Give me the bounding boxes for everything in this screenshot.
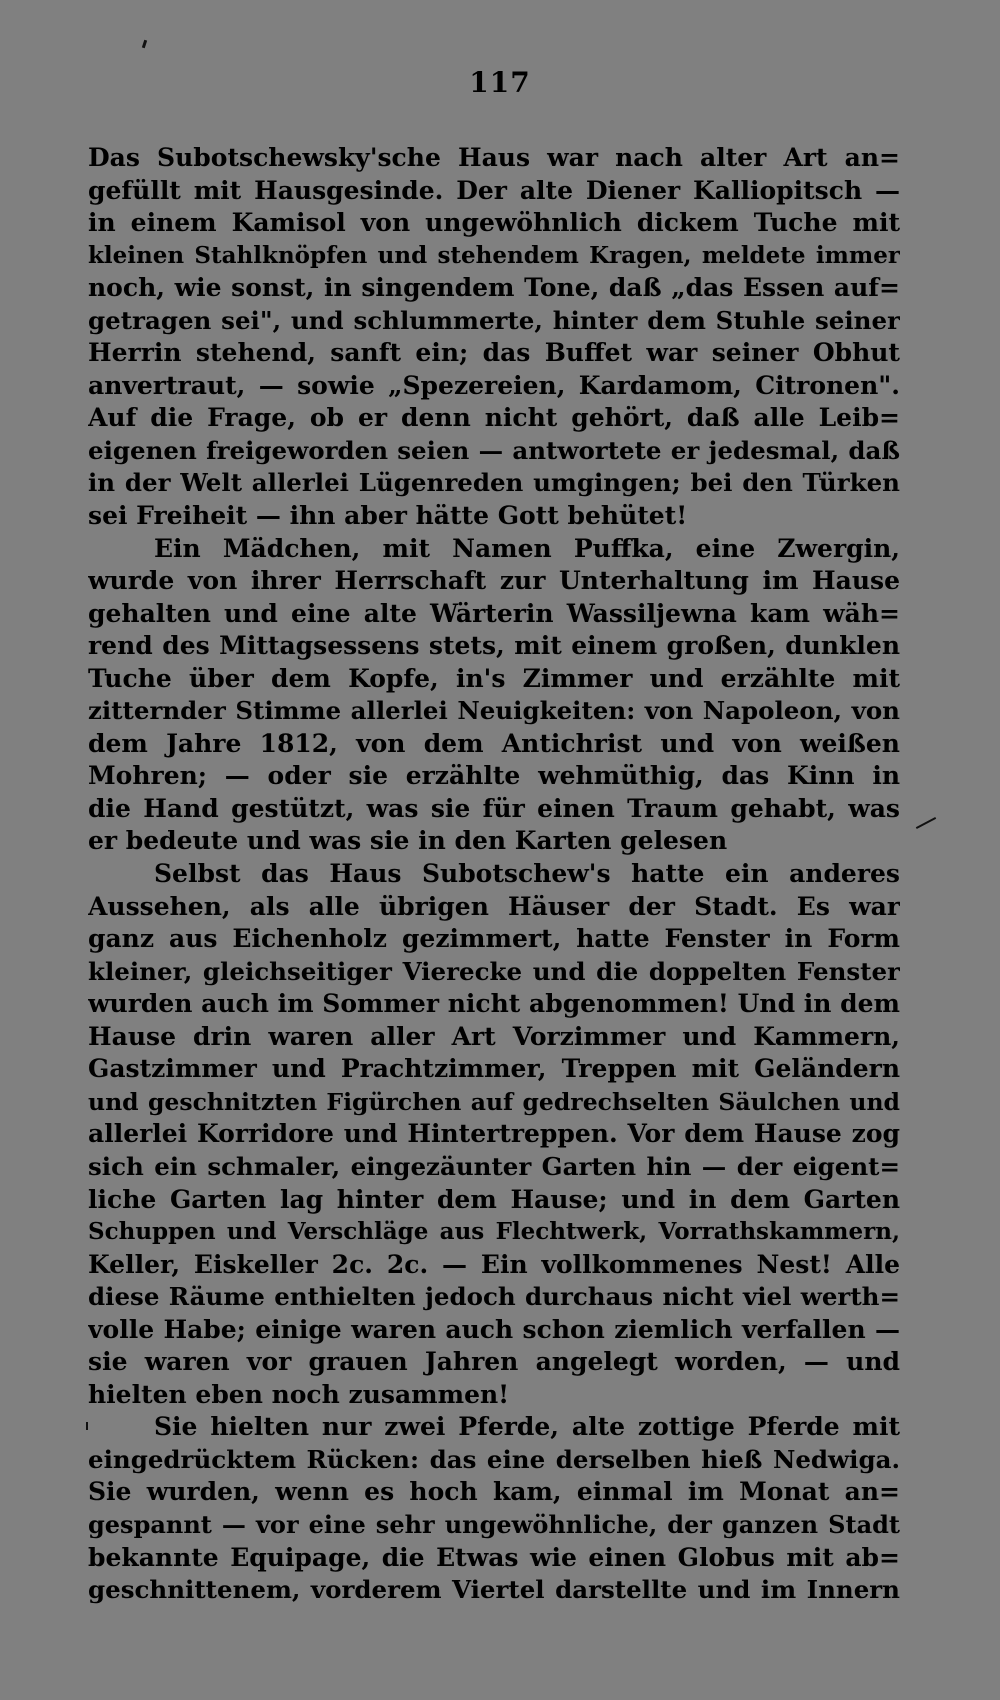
text-line: sie waren vor grauen Jahren angelegt worden, — und bbox=[88, 1347, 900, 1377]
text-line: Auf die Frage, ob er denn nicht gehört, daß alle Leib= bbox=[88, 403, 900, 433]
text-line: Das Subotschewsky'sche Haus war nach alter Art an= bbox=[88, 143, 900, 172]
text-line: Aussehen, als alle übrigen Häuser der Stadt. Es war bbox=[88, 891, 900, 921]
text-line: liche Garten lag hinter dem Hause; und in dem Garten bbox=[88, 1184, 900, 1214]
text-line: gespannt — vor eine sehr ungewöhnliche, der ganzen Stadt bbox=[88, 1509, 900, 1539]
text-line: gehalten und eine alte Wärterin Wassiljewna kam wäh= bbox=[88, 598, 900, 628]
text-line: die Hand gestützt, was sie für einen Traum gehabt, was bbox=[88, 793, 900, 823]
text-line: Tuche über dem Kopfe, in's Zimmer und erzählte mit bbox=[88, 663, 900, 693]
text-line: und geschnitzten Figürchen auf gedrechselten Säulchen und bbox=[88, 1087, 900, 1116]
text-line: Gastzimmer und Prachtzimmer, Treppen mit Geländern bbox=[88, 1054, 900, 1084]
text-line: Schuppen und Verschläge aus Flechtwerk, Vorrathskammern, bbox=[88, 1218, 900, 1246]
text-line: anvertraut, — sowie „Spezereien, Kardamom, Citronen". bbox=[88, 370, 900, 400]
text-line: volle Habe; einige waren auch schon ziemlich verfallen — bbox=[88, 1314, 900, 1344]
text-line: kleiner, gleichseitiger Vierecke und die doppelten Fenster bbox=[88, 956, 900, 986]
text-line: in einem Kamisol von ungewöhnlich dickem Tuche mit bbox=[88, 208, 900, 238]
text-line: Herrin stehend, sanft ein; das Buffet war seiner Obhut bbox=[88, 338, 900, 368]
text-line: Mohren; — oder sie erzählte wehmüthig, das Kinn in bbox=[88, 761, 900, 791]
text-line: sich ein schmaler, eingezäunter Garten hin — der eigent= bbox=[88, 1151, 900, 1181]
text-line: getragen sei", und schlummerte, hinter dem Stuhle seiner bbox=[88, 305, 900, 335]
page-number: 117 bbox=[469, 66, 531, 99]
text-line: rend des Mittagsessens stets, mit einem großen, dunklen bbox=[88, 631, 900, 661]
text-line: allerlei Korridore und Hintertreppen. Vor dem Hause zog bbox=[88, 1119, 900, 1149]
text-line: gefüllt mit Hausgesinde. Der alte Diener Kalliopitsch — bbox=[88, 175, 900, 205]
text-line: Selbst das Haus Subotschew's hatte ein anderes bbox=[154, 859, 900, 889]
body-text bbox=[88, 142, 900, 1607]
text-line: bekannte Equipage, die Etwas wie einen Globus mit ab= bbox=[88, 1542, 900, 1572]
text-line: Sie hielten nur zwei Pferde, alte zottige Pferde mit bbox=[154, 1412, 900, 1442]
text-line: eingedrücktem Rücken: das eine derselben hieß Nedwiga. bbox=[88, 1444, 900, 1474]
text-line: kleinen Stahlknöpfen und stehendem Kragen, meldete immer bbox=[88, 241, 900, 269]
text-line: in der Welt allerlei Lügenreden umgingen; bei den Türken bbox=[88, 468, 900, 498]
text-line: er bedeute und was sie in den Karten gelesen bbox=[88, 826, 728, 856]
text-line: ganz aus Eichenholz gezimmert, hatte Fenster in Form bbox=[88, 924, 900, 954]
text-line: hielten eben noch zusammen! bbox=[88, 1379, 510, 1409]
scan-speck bbox=[142, 40, 147, 49]
text-line: diese Räume enthielten jedoch durchaus nicht viel werth= bbox=[88, 1282, 900, 1312]
text-line: eigenen freigeworden seien — antwortete er jedesmal, daß bbox=[88, 435, 900, 465]
scan-speck bbox=[916, 817, 936, 829]
text-line: geschnittenem, vorderem Viertel darstellte und im Innern bbox=[88, 1575, 900, 1605]
text-line: Sie wurden, wenn es hoch kam, einmal im Monat an= bbox=[88, 1477, 900, 1507]
text-line: sei Freiheit — ihn aber hätte Gott behütet! bbox=[88, 501, 688, 531]
text-line: wurden auch im Sommer nicht abgenommen! Und in dem bbox=[88, 989, 900, 1019]
text-line: zitternder Stimme allerlei Neuigkeiten: von Napoleon, von bbox=[88, 696, 900, 726]
text-line: wurde von ihrer Herrschaft zur Unterhaltung im Hause bbox=[88, 566, 900, 596]
text-line: noch, wie sonst, in singendem Tone, daß „das Essen auf= bbox=[88, 273, 900, 303]
text-line: Hause drin waren aller Art Vorzimmer und Kammern, bbox=[88, 1021, 900, 1051]
text-line: Keller, Eiskeller 2c. 2c. — Ein vollkommenes Nest! Alle bbox=[88, 1249, 900, 1279]
text-line: Ein Mädchen, mit Namen Puffka, eine Zwergin, bbox=[154, 533, 900, 563]
text-line: dem Jahre 1812, von dem Antichrist und von weißen bbox=[88, 728, 900, 758]
